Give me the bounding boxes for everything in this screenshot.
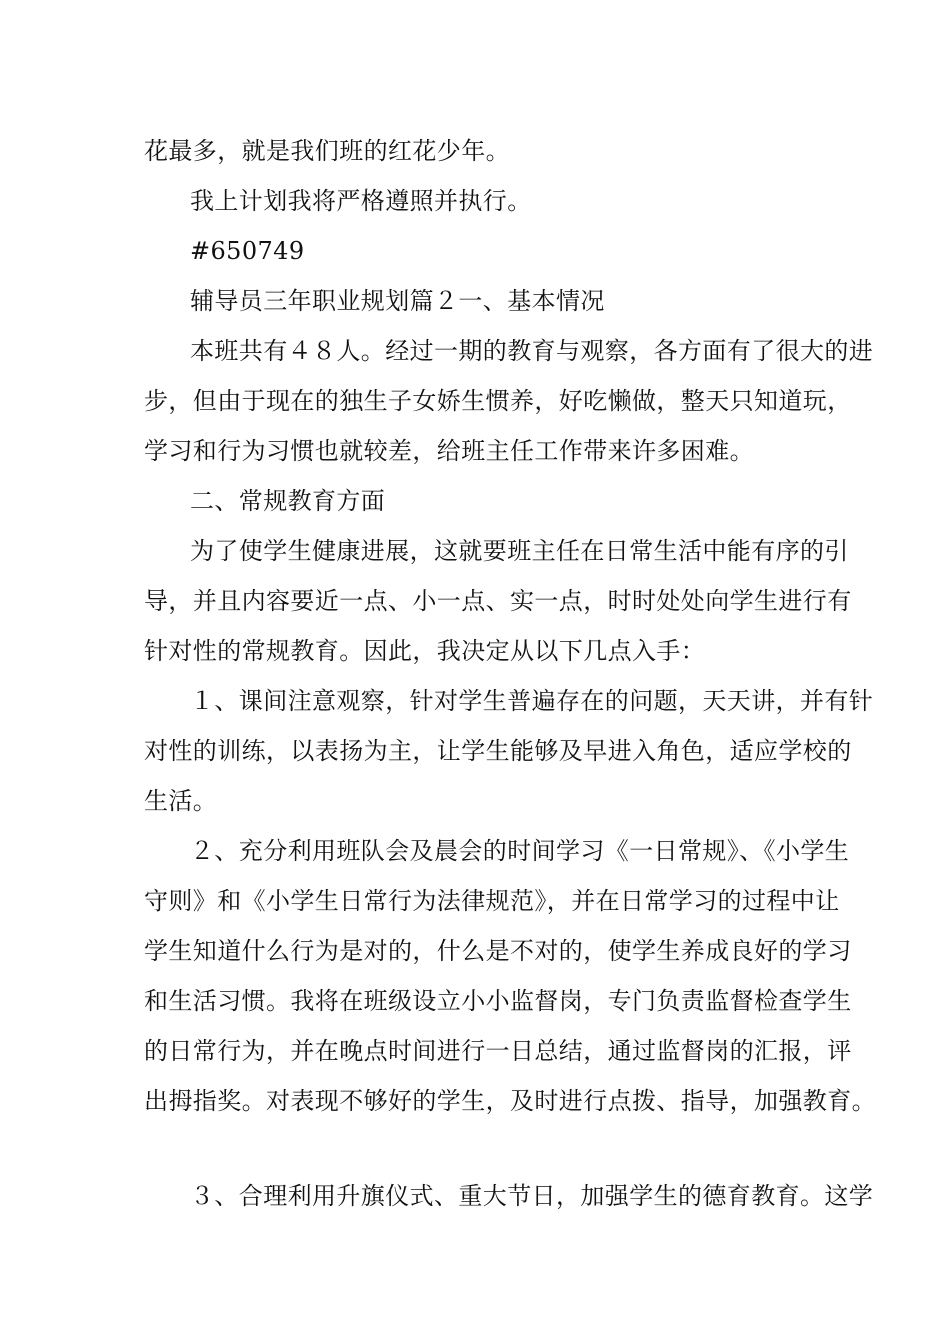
text-line: 学习和行为习惯也就较差，给班主任工作带来许多困难。 — [144, 437, 754, 465]
section-heading: 二、常规教育方面 — [190, 487, 386, 515]
text-line: 守则》和《小学生日常行为法律规范》，并在日常学习的过程中让 — [144, 887, 840, 915]
text-line: 出拇指奖。对表现不够好的学生，及时进行点拨、指导，加强教育。 — [144, 1087, 876, 1115]
text-line: 为了使学生健康进展，这就要班主任在日常生活中能有序的引 — [190, 537, 849, 565]
text-line: 本班共有４８人。经过一期的教育与观察，各方面有了很大的进 — [190, 337, 874, 365]
text-line: 的日常行为，并在晚点时间进行一日总结，通过监督岗的汇报，评 — [144, 1037, 852, 1065]
text-line: 对性的训练，以表扬为主，让学生能够及早进入角色，适应学校的 — [144, 737, 852, 765]
text-line: 和生活习惯。我将在班级设立小小监督岗，专门负责监督检查学生 — [144, 987, 852, 1015]
section-heading: 辅导员三年职业规划篇２一、基本情况 — [190, 287, 605, 315]
text-line: ３、合理利用升旗仪式、重大节日，加强学生的德育教育。这学 — [190, 1182, 874, 1210]
text-line: 我上计划我将严格遵照并执行。 — [190, 187, 532, 215]
text-line: 学生知道什么行为是对的，什么是不对的，使学生养成良好的学习 — [144, 937, 852, 965]
text-line: 针对性的常规教育。因此，我决定从以下几点入手： — [144, 637, 706, 665]
text-line: #650749 — [190, 237, 305, 265]
text-line: １、课间注意观察，针对学生普遍存在的问题，天天讲，并有针 — [190, 687, 874, 715]
text-line: ２、充分利用班队会及晨会的时间学习《一日常规》、《小学生 — [190, 837, 850, 865]
text-line: 花最多，就是我们班的红花少年。 — [144, 137, 510, 165]
text-line: 步，但由于现在的独生子女娇生惯养，好吃懒做，整天只知道玩， — [144, 387, 852, 415]
text-line: 生活。 — [144, 787, 218, 815]
text-line: 导，并且内容要近一点、小一点、实一点，时时处处向学生进行有 — [144, 587, 852, 615]
